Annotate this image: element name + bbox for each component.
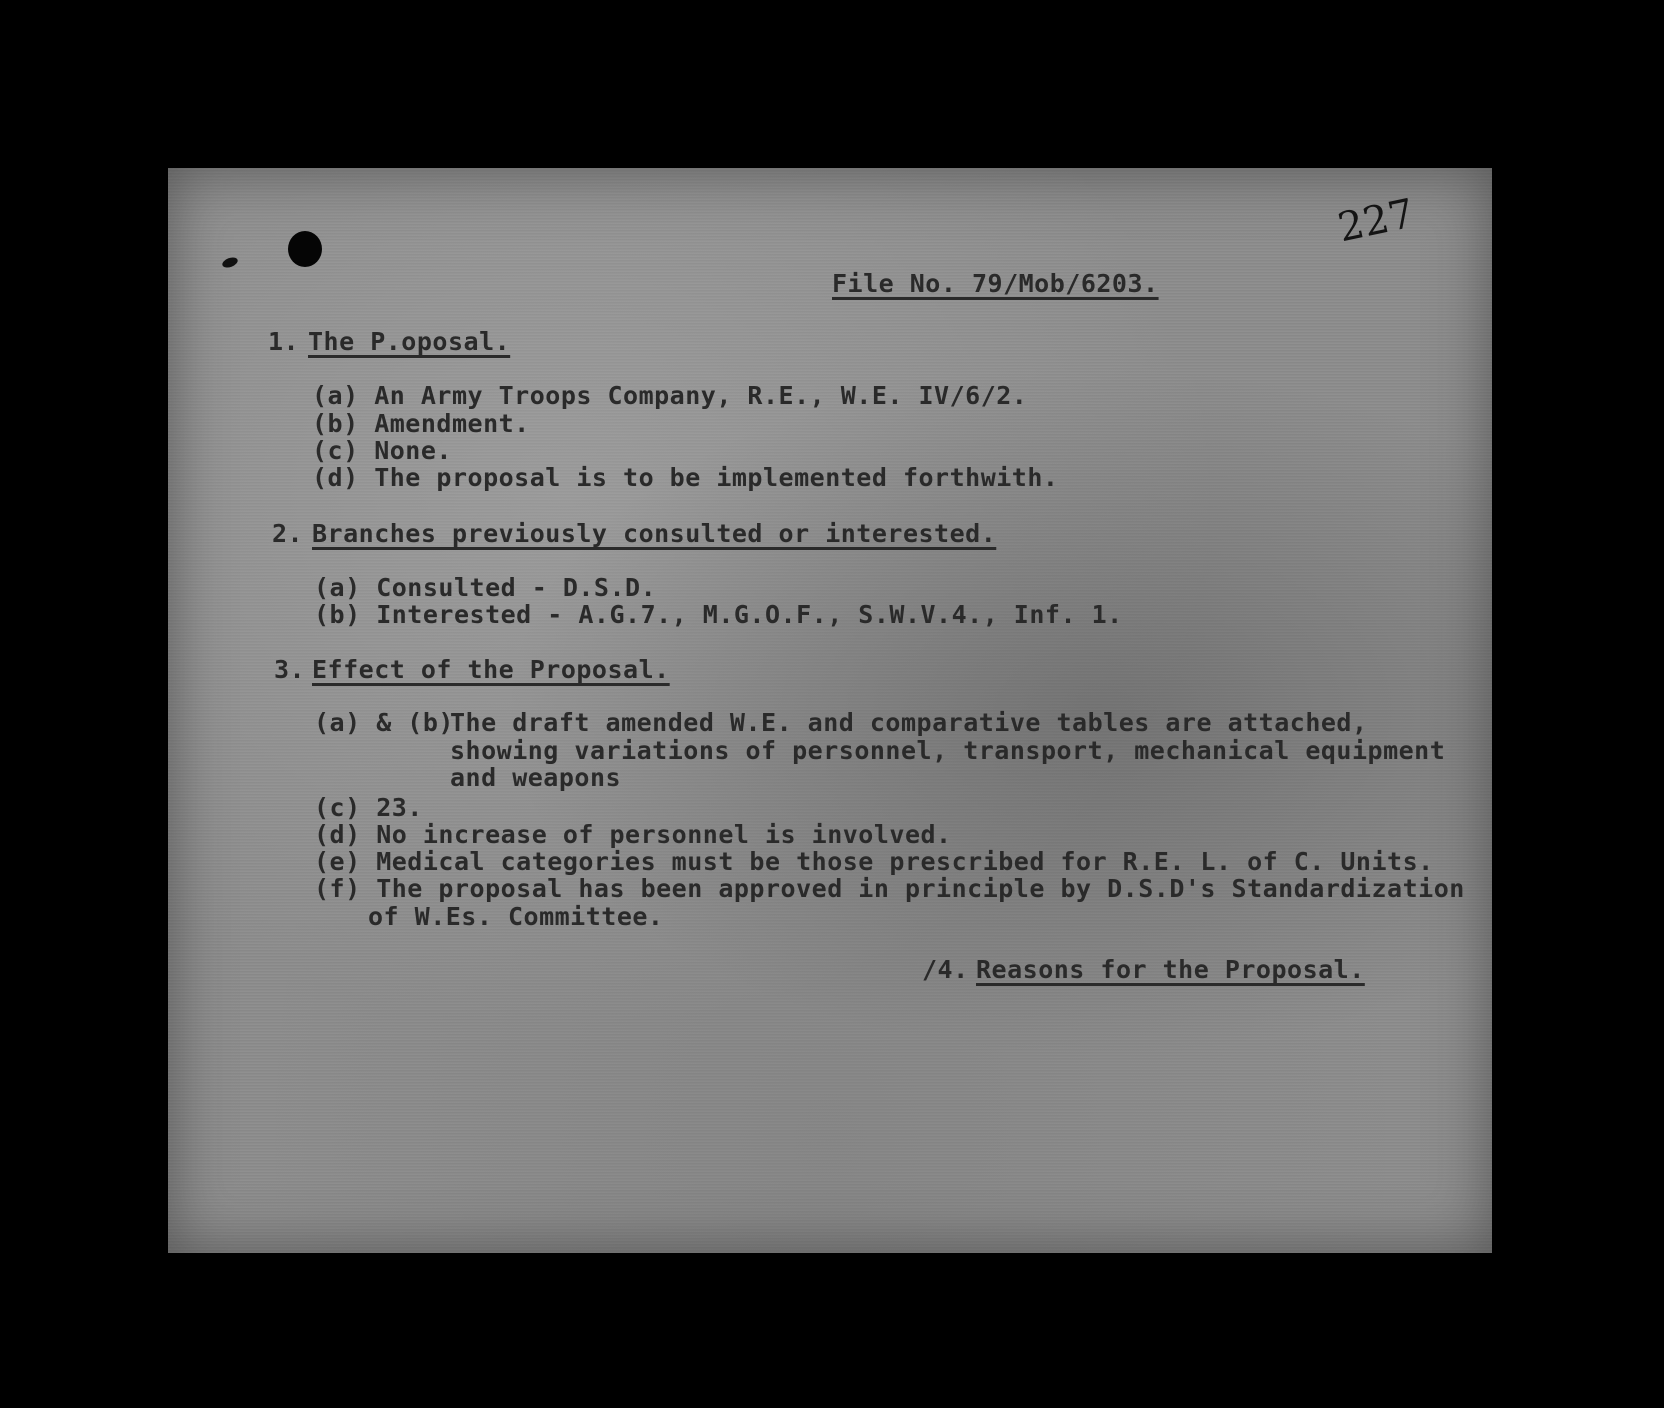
section-3-item-ab-line-2: showing variations of personnel, transport, mechanical equipment <box>450 736 1446 765</box>
continuation-title: Reasons for the Proposal. <box>976 955 1365 984</box>
punch-hole <box>288 231 322 267</box>
section-1-item-a: (a) An Army Troops Company, R.E., W.E. IV/6/2. <box>312 381 1028 410</box>
section-1-item-d: (d) The proposal is to be implemented forthwith. <box>312 463 1059 492</box>
section-2-title: Branches previously consulted or interested. <box>312 519 997 548</box>
section-1-item-c: (c) None. <box>312 436 452 465</box>
section-1-item-b: (b) Amendment. <box>312 409 530 438</box>
section-3-title: Effect of the Proposal. <box>312 655 670 684</box>
section-3-item-f: (f) The proposal has been approved in principle by D.S.D's Standardization <box>314 874 1465 903</box>
section-3-item-d: (d) No increase of personnel is involved. <box>314 820 952 849</box>
section-2-number: 2. <box>272 519 304 548</box>
section-3-item-ab-line-1: The draft amended W.E. and comparative tables are attached, <box>450 708 1368 737</box>
section-1-title: The P.oposal. <box>308 327 511 356</box>
handwritten-page-number: 227 <box>1334 190 1419 252</box>
section-3-number: 3. <box>274 655 306 684</box>
section-2-item-a: (a) Consulted - D.S.D. <box>314 573 657 602</box>
section-3-item-f-continuation: of W.Es. Committee. <box>368 902 664 931</box>
section-3-item-ab-line-3: and weapons <box>450 763 622 792</box>
section-3-item-ab-label: (a) & (b) <box>314 708 454 737</box>
section-3-item-e: (e) Medical categories must be those prescribed for R.E. L. of C. Units. <box>314 847 1434 876</box>
file-number: File No. 79/Mob/6203. <box>832 269 1159 298</box>
section-3-item-c: (c) 23. <box>314 793 423 822</box>
section-2-item-b: (b) Interested - A.G.7., M.G.O.F., S.W.V.4., Inf. 1. <box>314 600 1123 629</box>
continuation-prefix: /4. <box>922 955 969 984</box>
section-1-number: 1. <box>268 327 300 356</box>
